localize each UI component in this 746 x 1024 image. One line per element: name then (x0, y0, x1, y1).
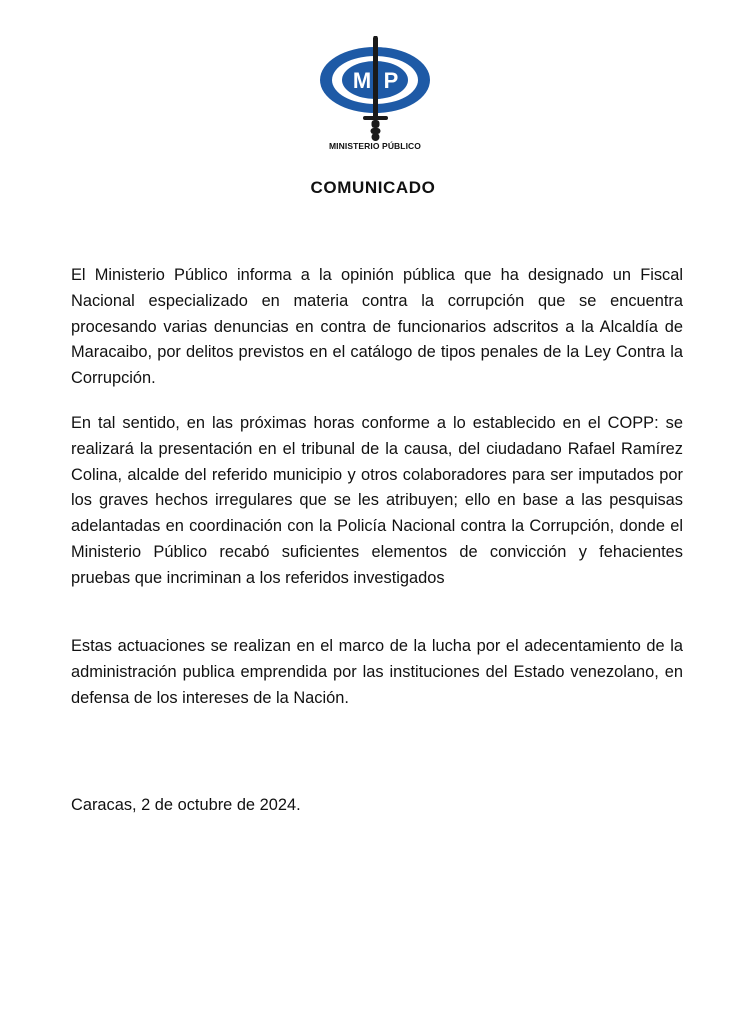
paragraph-text: El Ministerio Público informa a la opinión pública que ha designado un Fiscal Nacional especializado en materia contra la corrupción que se encuentra procesando varias denuncias en contra de funcionarios adscritos a la Alcaldía de Maracaibo, por delitos previstos en el catálogo de tipos penales de la Ley Contra la Corrupción. (71, 266, 683, 388)
paragraph-1 (71, 263, 683, 392)
paragraph-3 (71, 634, 683, 711)
logo-caption: MINISTERIO PÚBLICO (329, 141, 421, 151)
paragraph-text: Estas actuaciones se realizan en el marco de la lucha por el adecentamiento de la administración publica emprendida por las instituciones del Estado venezolano, en defensa de los intereses de la Nación. (71, 637, 683, 707)
svg-text:P: P (383, 68, 399, 93)
svg-text:M: M (352, 68, 372, 93)
paragraph-2 (71, 411, 683, 592)
paragraph-text: En tal sentido, en las próximas horas conforme a lo establecido en el COPP: se realizará la presentación en el tribunal de la causa, del ciudadano Rafael Ramírez Colina, alcalde del referido municipio y otros colaboradores para ser imputados por los graves hechos irregulares que se les atribuyen; ello en base a las pesquisas adelantadas en coordinación con la Policía Nacional contra la Corrupción, donde el Ministerio Público recabó suficientes elementos de convicción y fehacientes pruebas que incriminan a los referidos investigados (71, 414, 683, 587)
document-title: COMUNICADO (310, 178, 436, 197)
ministerio-publico-logo (313, 36, 437, 156)
date-line: Caracas, 2 de octubre de 2024. (71, 796, 301, 814)
